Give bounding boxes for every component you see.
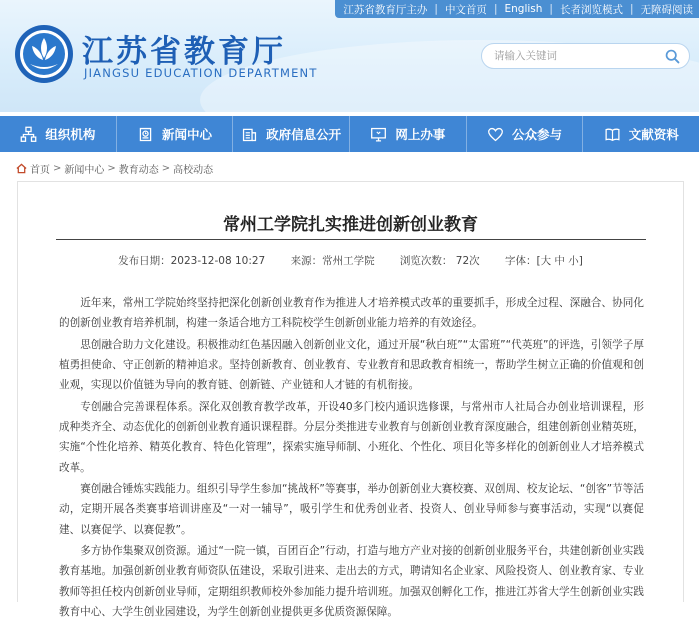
site-header	[0, 0, 699, 112]
breadcrumb-news-center[interactable]: 新闻中心	[64, 165, 105, 176]
home-icon	[16, 163, 27, 174]
nav-public-participation[interactable]	[467, 116, 584, 152]
article-title: 常州工学院扎实推进创新创业教育	[223, 215, 478, 235]
article-paragraph: 专创融合完善课程体系。深化双创教育教学改革，开设40多门校内通识选修课，与常州市人社局合办创业培训课程，形成种类齐全、动态优化的创新创业教育通识课程群。分层分类推进专业教育与创新创业教育深度融合，组建创新创业精英班，实施“个性化培养、精英化教育、特色化管理”，探索实施导师制、小班化、个性化、项目化等多样化的创新创业人才培养模式改革。	[59, 400, 644, 474]
font-size-medium[interactable]: 中	[554, 255, 565, 267]
news-icon	[137, 126, 154, 143]
breadcrumb-education-news[interactable]: 教育动态	[118, 165, 159, 176]
info-disclosure-icon	[241, 126, 258, 143]
breadcrumb-university-news[interactable]: 高校动态	[173, 165, 214, 176]
sponsor-text: 江苏省教育厅主办	[343, 3, 428, 16]
elderly-mode-link[interactable]: 长者浏览模式	[559, 3, 623, 16]
search-input[interactable]	[494, 47, 654, 65]
font-size-large[interactable]: 大	[540, 255, 552, 267]
accessibility-link[interactable]: 无障碍阅读	[640, 3, 693, 16]
article-paragraph: 近年来，常州工学院始终坚持把深化创新创业教育作为推进人才培养模式改革的重要抓手，形成全过程、深融合、协同化的创新创业教育培养机制，构建一条适合地方工科院校学生创新创业能力培养的有效途径。	[59, 297, 644, 330]
nav-news[interactable]	[117, 116, 234, 152]
top-utility-bar: 江苏省教育厅主办 | 中文首页 | English | 长者浏览模式 | 无障碍阅读	[335, 0, 699, 18]
nav-label: 公众参与	[512, 127, 563, 142]
title-divider	[56, 239, 646, 240]
nav-online-service[interactable]	[350, 116, 467, 152]
online-service-icon	[370, 126, 387, 143]
font-size-small[interactable]: 小	[568, 255, 579, 267]
site-title: 江苏省教育厅	[82, 34, 286, 70]
nav-label: 网上办事	[395, 127, 446, 142]
search-box	[481, 43, 690, 69]
org-chart-icon	[20, 126, 37, 143]
nav-info-disclosure[interactable]	[233, 116, 350, 152]
logo-emblem-icon[interactable]	[14, 24, 74, 84]
nav-label: 政府信息公开	[266, 127, 342, 142]
site-subtitle: JIANGSU EDUCATION DEPARTMENT	[84, 66, 318, 80]
article-paragraph: 赛创融合锤炼实践能力。组织引导学生参加“挑战杯”等赛事，举办创新创业大赛校赛、双创周、校友论坛、“创客”节等活动，定期开展各类赛事培训讲座及“一对一辅导”，吸引学生和优秀创业者、投资人、创业导师参与赛事活动，实现“以赛促建、以赛促学、以赛促教”。	[59, 483, 644, 536]
article-paragraph: 思创融合助力文化建设。积极推动红色基因融入创新创业文化，通过开展“秋白班”“太雷班”“代英班”的评选，引领学子厚植勇担使命、守正创新的精神追求。坚持创新教育、创业教育、专业教育和思政教育相统一，帮助学生树立正确的价值观和创业观，实现以价值链为导向的教育链、创新链、产业链和人才链的有机衔接。	[59, 338, 644, 392]
heart-hands-icon	[487, 126, 504, 143]
article-body	[59, 293, 644, 623]
article-paragraph: 多方协作集聚双创资源。通过“一院一镇，百团百企”行动，打造与地方产业对接的创新创业服务平台，共建创新创业实践教育基地。加强创新创业教育师资队伍建设，采取引进来、走出去的方式，聘请知名企业家、风险投资人、创业教育家、专业教师等担任校内创新创业导师，定期组织教师校外参加能力提升培训班。加强双创孵化工作，推进江苏省大学生创新创业实践教育中心、大学生创业园建设，为学生创新创业提供更多优质资源保障。	[59, 545, 644, 619]
nav-label: 文献资料	[628, 127, 679, 142]
view-count: 浏览次数： 72次	[399, 255, 480, 267]
publish-date: 发布日期：2023-12-08 10:27	[118, 255, 266, 267]
book-icon	[604, 126, 621, 143]
article-source: 来源：常州工学院	[290, 255, 375, 267]
nav-label: 组织机构	[45, 127, 96, 142]
english-link[interactable]: English	[504, 3, 543, 15]
breadcrumb: 首页 > 新闻中心 > 教育动态 > 高校动态	[16, 161, 213, 176]
font-size-control: 字体：[大 中 小]	[504, 255, 583, 267]
chinese-home-link[interactable]: 中文首页	[444, 3, 487, 16]
search-icon[interactable]	[664, 48, 681, 65]
nav-org[interactable]	[0, 116, 117, 152]
main-nav	[0, 116, 699, 152]
nav-documents[interactable]	[583, 116, 699, 152]
article-meta	[18, 253, 683, 268]
breadcrumb-home[interactable]: 首页	[30, 165, 50, 176]
nav-label: 新闻中心	[162, 127, 213, 142]
article-container	[17, 181, 684, 619]
